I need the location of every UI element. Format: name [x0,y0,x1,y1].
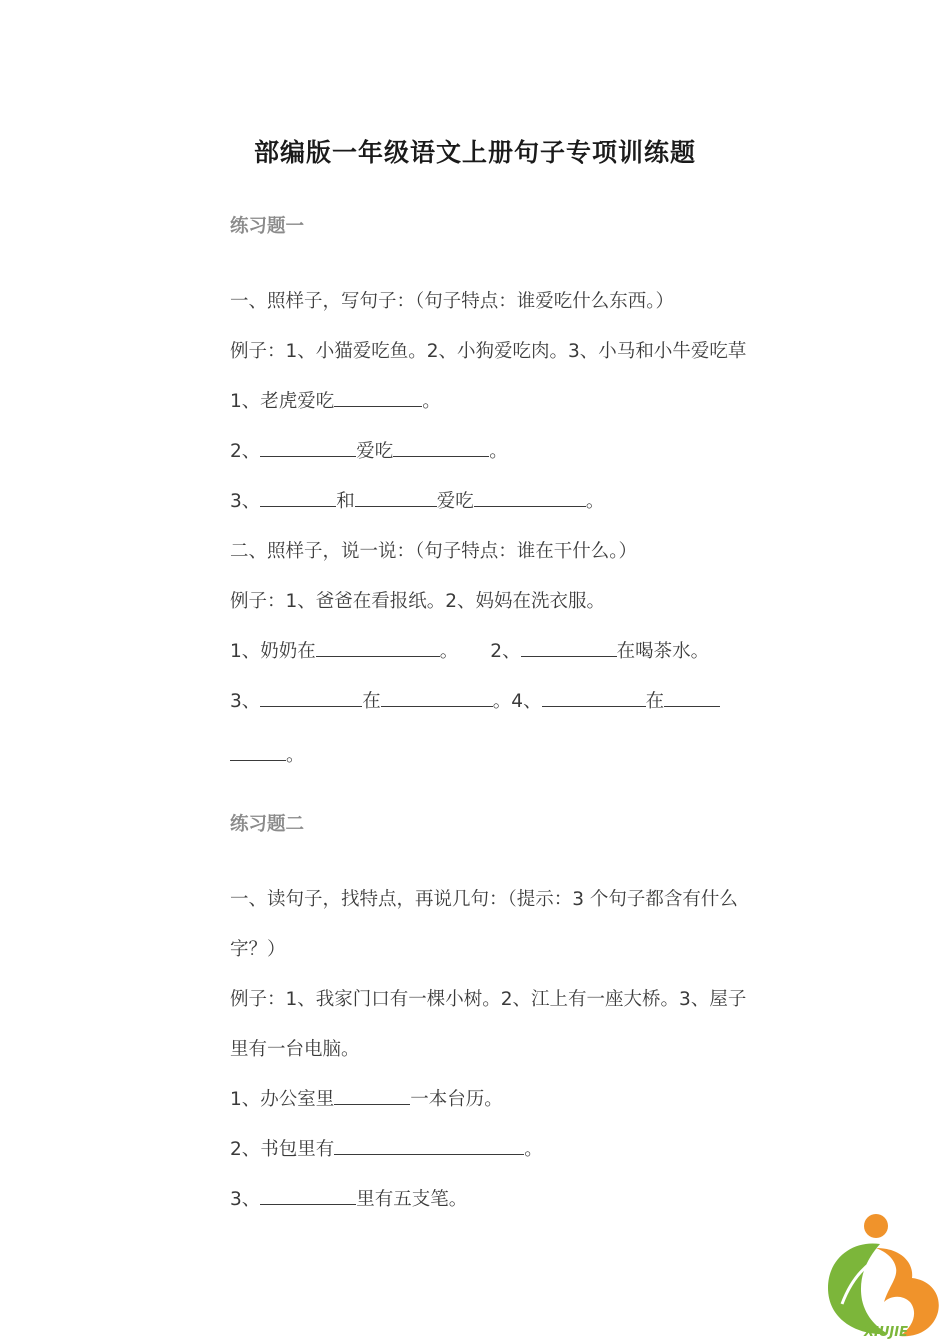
fill-blank[interactable] [260,690,362,707]
question-2-item-3-4 [230,687,730,713]
fill-blank[interactable] [355,490,437,507]
item-text: 1、办公室里 [230,1089,335,1110]
item-text: 1、奶奶在 [230,641,316,662]
fill-blank[interactable] [316,640,440,657]
item-text: 3、 [230,1189,261,1210]
item-text: 。 [439,641,459,662]
fill-blank[interactable] [474,490,586,507]
item-text: 2、 [230,441,261,462]
item-text: 。 [489,441,508,462]
item-text: 在喝茶水。 [616,641,710,662]
item-text: 和 [336,491,355,512]
section-2-item-1 [230,1085,730,1111]
question-1-intro: 一、照样子，写句子：（句子特点：谁爱吃什么东西。） [230,291,675,312]
fill-blank[interactable] [334,1088,410,1105]
question-2-item-1-2 [230,637,730,663]
item-text: 里有五支笔。 [356,1189,468,1210]
logo-orange-dot [864,1214,888,1238]
logo-green-leaf [828,1243,888,1334]
fill-blank[interactable] [334,1138,524,1155]
section-2-example-line-1: 例子：1、我家门口有一棵小树。2、江上有一座大桥。3、屋子 [230,989,747,1010]
item-text: 爱吃 [436,491,474,512]
item-text: 2、书包里有 [230,1139,335,1160]
fill-blank[interactable] [230,744,286,761]
section-2-intro-line-2: 字？） [230,939,286,960]
item-text: 在 [362,691,381,712]
fill-blank[interactable] [260,440,356,457]
item-text: 爱吃 [356,441,394,462]
question-1-example: 例子：1、小猫爱吃鱼。2、小狗爱吃肉。3、小马和小牛爱吃草 [230,341,747,362]
fill-blank[interactable] [542,690,646,707]
section-heading-2: 练习题二 [230,814,305,835]
item-text: 。4、 [492,691,542,712]
item-text: 3、 [230,491,261,512]
fill-blank[interactable] [260,1188,356,1205]
fill-blank[interactable] [260,490,336,507]
item-text: 3、 [230,691,261,712]
fill-blank[interactable] [334,390,422,407]
section-2-item-2 [230,1135,730,1161]
item-text: 。 [585,491,605,512]
xiujie-logo [818,1208,950,1344]
question-2-intro: 二、照样子，说一说：（句子特点：谁在干什么。） [230,541,638,562]
logo-text: XIUJIE [864,1325,908,1340]
fill-blank[interactable] [521,640,617,657]
fill-blank[interactable] [393,440,489,457]
item-text: 1、老虎爱吃 [230,391,335,412]
item-text: 。 [286,745,305,766]
question-2-example: 例子：1、爸爸在看报纸。2、妈妈在洗衣服。 [230,591,606,612]
item-text: 在 [645,691,665,712]
fill-blank[interactable] [664,690,720,707]
section-heading-1: 练习题一 [230,216,305,237]
section-2-item-3 [230,1185,730,1211]
section-2-intro-line-1: 一、读句子，找特点，再说几句：（提示：3 个句子都含有什么 [230,889,738,910]
document-title: 部编版一年级语文上册句子专项训练题 [253,138,696,167]
question-2-item-4-continued [230,741,730,767]
question-1-item-2 [230,437,730,463]
question-1-item-3 [230,487,730,513]
fill-blank[interactable] [381,690,493,707]
item-text: 。 [422,391,441,412]
item-text: 一本台历。 [410,1089,503,1110]
item-text: 。 [524,1139,543,1160]
section-2-example-line-2: 里有一台电脑。 [230,1039,360,1060]
item-text: 2、 [490,641,521,662]
logo-orange-swoosh [876,1248,939,1336]
question-1-item-1 [230,387,730,413]
